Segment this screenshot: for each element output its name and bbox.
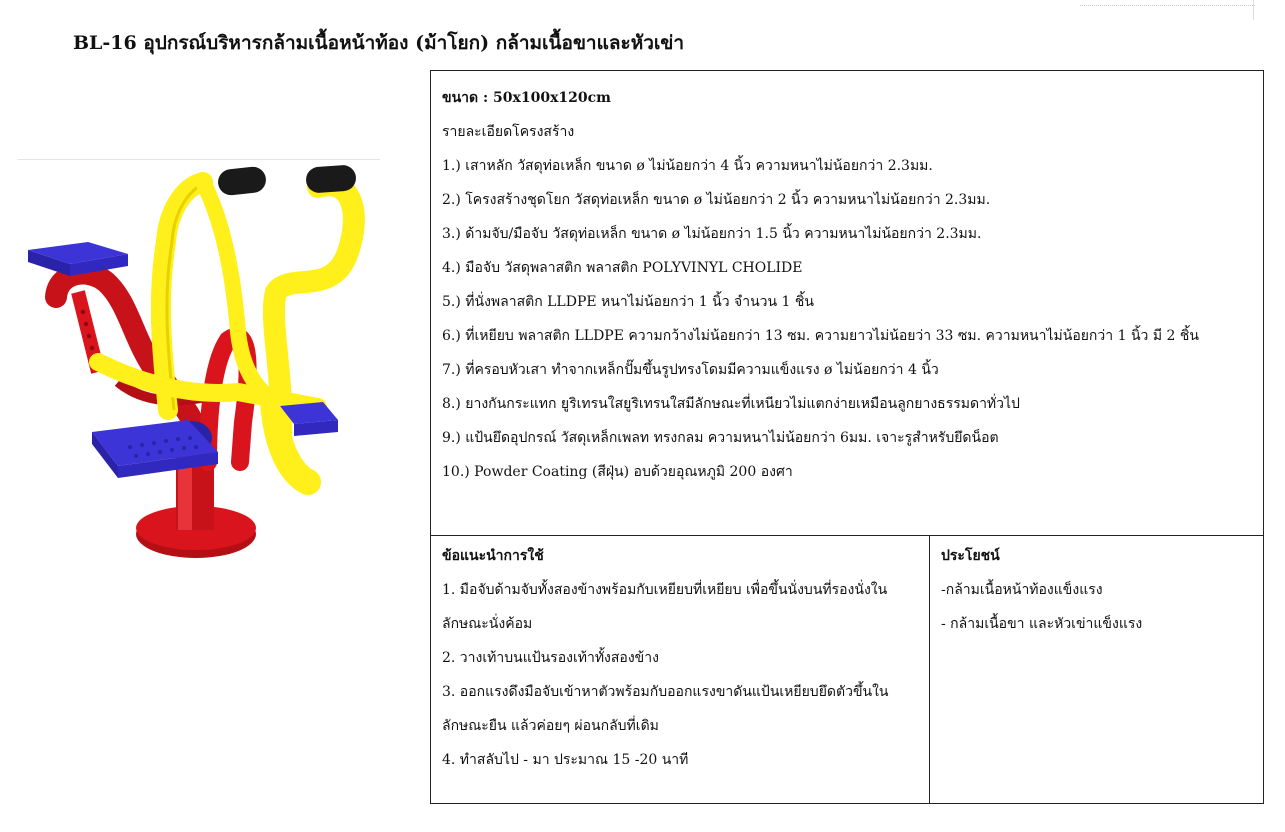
header-rule <box>1080 5 1255 6</box>
benefits-heading: ประโยชน์ <box>941 548 1000 564</box>
usage-box <box>430 535 930 804</box>
benefits-box <box>929 535 1264 804</box>
page-title: BL-16 อุปกรณ์บริหารกล้ามเนื้อหน้าท้อง (ม้าโยก) กล้ามเนื้อขาและหัวเข่า <box>73 32 685 54</box>
structure-label: รายละเอียดโครงสร้าง <box>442 124 575 140</box>
product-image <box>18 162 388 572</box>
spec-item: 7.) ที่ครอบหัวเสา ทำจากเหล็กปั๊มขึ้นรูปทรงโดมมีความแข็งแรง ø ไม่น้อยกว่า 4 นิ้ว <box>442 362 939 378</box>
usage-heading: ข้อแนะนำการใช้ <box>442 548 544 564</box>
spec-item: 3.) ด้ามจับ/มือจับ วัสดุท่อเหล็ก ขนาด ø ไม่น้อยกว่า 1.5 นิ้ว ความหนาไม่น้อยกว่า 2.3มม. <box>442 226 982 242</box>
benefit-item: - กล้ามเนื้อขา และหัวเข่าแข็งแรง <box>941 616 1143 632</box>
spec-item: 4.) มือจับ วัสดุพลาสติก พลาสติก POLYVINYL CHOLIDE <box>442 260 803 276</box>
image-divider <box>18 159 380 160</box>
specification-box <box>430 70 1264 536</box>
usage-item: 2. วางเท้าบนแป้นรองเท้าทั้งสองข้าง <box>442 650 659 666</box>
spec-item: 6.) ที่เหยียบ พลาสติก LLDPE ความกว้างไม่น้อยกว่า 13 ซม. ความยาวไม่น้อยว่า 33 ซม. ความหนาไม่น้อยกว่า 1 นิ้ว มี 2 ชิ้น <box>442 328 1199 344</box>
spec-item: 5.) ที่นั่งพลาสติก LLDPE หนาไม่น้อยกว่า 1 นิ้ว จำนวน 1 ชิ้น <box>442 294 814 310</box>
size-label: ขนาด : 50x100x120cm <box>442 90 611 106</box>
usage-item: 1. มือจับด้ามจับทั้งสองข้างพร้อมกับเหยียบที่เหยียบ เพื่อขึ้นนั่งบนที่รองนั่งในลักษณะนั่งค้อม <box>442 582 888 632</box>
spec-item: 2.) โครงสร้างชุดโยก วัสดุท่อเหล็ก ขนาด ø ไม่น้อยกว่า 2 นิ้ว ความหนาไม่น้อยกว่า 2.3มม. <box>442 192 991 208</box>
spec-item: 9.) แป้นยึดอุปกรณ์ วัสดุเหล็กเพลท ทรงกลม ความหนาไม่น้อยกว่า 6มม. เจาะรูสำหรับยึดน็อต <box>442 430 999 446</box>
usage-item: 3. ออกแรงดึงมือจับเข้าหาตัวพร้อมกับออกแรงขาดันแป้นเหยียบยึดตัวขึ้นในลักษณะยืน แล้วค่อยๆ ผ่อนกลับที่เดิม <box>442 684 889 734</box>
spec-item: 8.) ยางกันกระแทก ยูริเทรนใสยูริเทรนใสมีลักษณะที่เหนียวไม่แตกง่ายเหมือนลูกยางธรรมดาทั่วไป <box>442 396 1020 412</box>
corner-mark <box>1253 0 1255 20</box>
benefit-item: -กล้ามเนื้อหน้าท้องแข็งแรง <box>941 582 1103 598</box>
usage-item: 4. ทำสลับไป - มา ประมาณ 15 -20 นาที <box>442 752 689 768</box>
spec-item: 1.) เสาหลัก วัสดุท่อเหล็ก ขนาด ø ไม่น้อยกว่า 4 นิ้ว ความหนาไม่น้อยกว่า 2.3มม. <box>442 158 933 174</box>
spec-item: 10.) Powder Coating (สีฝุ่น) อบด้วยอุณหภูมิ 200 องศา <box>442 464 793 480</box>
